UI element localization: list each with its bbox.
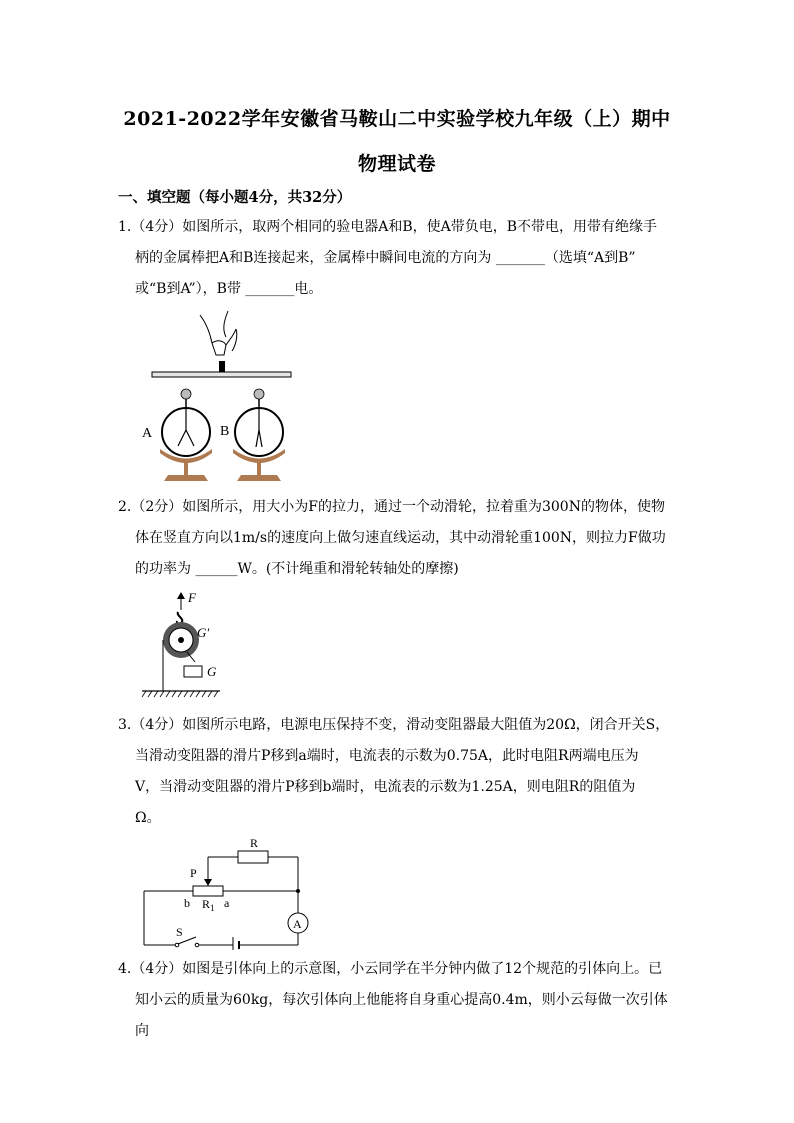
electroscope-a [160,389,212,481]
electroscope-b-label: B [220,424,230,439]
pulley-weight-label: G′ [197,625,210,640]
ammeter-label: A [293,917,302,931]
question-1-line3: 或“B到A”），B带 _______电。 [135,281,323,297]
question-3-line1: 3.（4分）如图所示电路，电源电压保持不变，滑动变阻器最大阻值为20Ω，闭合开关S， [118,717,670,733]
slider-p [204,879,212,886]
question-1 [118,212,678,305]
exam-title-line1: 2021-2022学年安徽省马鞍山二中实验学校九年级（上）期中 [123,108,671,130]
question-3-line3: V，当滑动变阻器的滑片P移到b端时，电流表的示数为1.25A，则电阻R的阻值为 [135,779,636,795]
question-1-line2: 柄的金属棒把A和B连接起来，金属棒中瞬间电流的方向为 _______（选填“A到B” [135,250,636,266]
question-2-line1: 2.（2分）如图所示，用大小为F的拉力，通过一个动滑轮，拉着重为300N的物体，使物 [118,499,665,515]
question-4 [118,954,678,1047]
question-4-line1: 4.（4分）如图是引体向上的示意图，小云同学在半分钟内做了12个规范的引体向上。已 [118,961,663,977]
pulley-figure [140,590,240,702]
terminal-a-label: a [224,896,230,910]
insulated-handle [219,361,225,372]
terminal-b-label: b [184,896,190,910]
question-3-line4: Ω。 [135,810,161,826]
electroscope-a-label: A [142,426,153,441]
electroscope-b [233,389,285,481]
question-2-line2: 体在竖直方向以1m/s的速度向上做匀速直线运动，其中动滑轮重100N，则拉力F做功 [135,530,666,546]
slider-p-label: P [190,866,197,880]
electroscope-figure [140,305,310,490]
force-label: F [188,590,196,605]
question-4-line2: 知小云的质量为60kg，每次引体向上他能将自身重心提高0.4m，则小云每做一次引体向 [135,992,668,1039]
metal-rod [152,372,291,377]
exam-title-line2: 物理试卷 [357,153,436,175]
circuit-figure [138,835,313,950]
hanging-object [184,666,202,677]
rheostat-r1-label: $R_1$ [202,897,215,913]
resistor-r-label: R [250,836,259,850]
switch-s-label: S [176,925,183,939]
question-3 [118,710,678,834]
question-1-line1: 1.（4分）如图所示，取两个相同的验电器A和B，使A带负电，B不带电，用带有绝缘手 [118,219,658,235]
resistor-r [238,851,268,863]
question-2-line3: 的功率为 ______W。(不计绳重和滑轮转轴处的摩擦) [135,561,459,577]
question-2 [118,492,678,585]
junction-dot [296,889,300,893]
section-heading-fill-blank: 一、填空题（每小题4分，共32分） [118,189,352,206]
question-3-line2: 当滑动变阻器的滑片P移到a端时，电流表的示数为0.75A，此时电阻R两端电压为 [135,748,639,764]
object-weight-label: G [207,664,217,679]
rheostat-r1 [193,886,223,896]
